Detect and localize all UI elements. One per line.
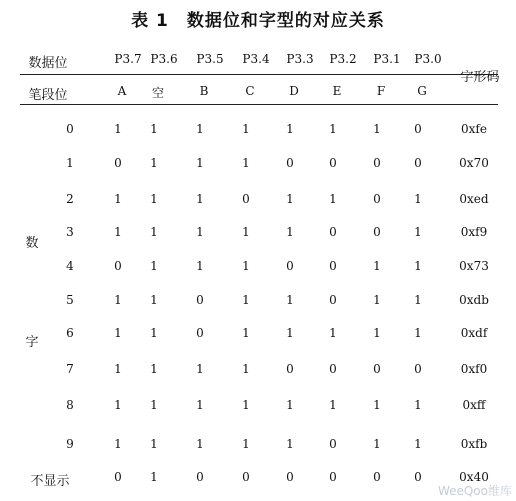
glyph-code-cell: 0xdb [459, 293, 489, 307]
bit-value-cell: 0 [286, 156, 294, 170]
row-digit-label: 2 [66, 192, 74, 206]
bit-value-cell: 1 [114, 225, 122, 239]
bit-value-cell: 0 [329, 225, 337, 239]
bit-value-cell: 1 [242, 398, 250, 412]
bit-value-cell: 1 [150, 225, 158, 239]
data-bit-header: P3.1 [373, 52, 401, 66]
data-bit-header: P3.7 [114, 52, 142, 66]
segment-header: 空 [151, 86, 165, 100]
bit-value-cell: 1 [329, 122, 337, 136]
bit-value-cell: 0 [414, 122, 422, 136]
bit-value-cell: 1 [114, 293, 122, 307]
bit-value-cell: 1 [150, 122, 158, 136]
bit-value-cell: 1 [150, 362, 158, 376]
bit-value-cell: 0 [373, 156, 381, 170]
bit-value-cell: 1 [414, 293, 422, 307]
bit-value-cell: 1 [196, 362, 204, 376]
glyph-code-cell: 0x73 [459, 259, 489, 273]
glyph-code-cell: 0xfe [461, 122, 487, 136]
bit-value-cell: 1 [150, 398, 158, 412]
row-digit-label: 9 [66, 437, 74, 451]
bit-value-cell: 1 [286, 437, 294, 451]
bit-value-cell: 1 [414, 437, 422, 451]
bit-value-cell: 1 [414, 398, 422, 412]
row-digit-label: 6 [66, 326, 74, 340]
data-bit-header: P3.6 [150, 52, 178, 66]
bit-value-cell: 1 [150, 470, 158, 484]
bit-value-cell: 1 [114, 192, 122, 206]
bit-value-cell: 1 [414, 259, 422, 273]
data-bit-header: P3.2 [329, 52, 357, 66]
bit-value-cell: 1 [242, 362, 250, 376]
bit-value-cell: 1 [414, 192, 422, 206]
bit-value-cell: 1 [196, 192, 204, 206]
glyph-code-cell: 0xf9 [460, 225, 488, 239]
bit-value-cell: 0 [242, 470, 250, 484]
bit-value-cell: 1 [242, 225, 250, 239]
bit-value-cell: 1 [114, 326, 122, 340]
bit-value-cell: 1 [196, 156, 204, 170]
bit-value-cell: 0 [373, 225, 381, 239]
bit-value-cell: 1 [150, 192, 158, 206]
bit-value-cell: 1 [114, 437, 122, 451]
bit-value-cell: 0 [329, 156, 337, 170]
bit-value-cell: 0 [286, 362, 294, 376]
row-digit-label: 1 [66, 156, 74, 170]
bit-value-cell: 1 [150, 437, 158, 451]
bit-value-cell: 1 [286, 398, 294, 412]
bit-value-cell: 1 [242, 156, 250, 170]
bit-value-cell: 0 [196, 470, 204, 484]
bit-value-cell: 0 [329, 293, 337, 307]
segment-header: D [289, 84, 299, 98]
bit-value-cell: 1 [150, 326, 158, 340]
bit-value-cell: 0 [114, 470, 122, 484]
bit-value-cell: 1 [150, 293, 158, 307]
bit-value-cell: 1 [373, 259, 381, 273]
bit-value-cell: 1 [329, 192, 337, 206]
data-bit-header: P3.4 [242, 52, 270, 66]
segment-header: B [199, 84, 209, 98]
digit-group-label: 数 [25, 236, 39, 251]
glyph-code-cell: 0x70 [459, 156, 489, 170]
glyph-code-cell: 0xed [459, 192, 489, 206]
row-digit-label: 5 [66, 293, 74, 307]
bit-value-cell: 1 [373, 398, 381, 412]
bit-value-cell: 1 [286, 122, 294, 136]
segment-header: C [245, 84, 255, 98]
row-digit-label: 0 [66, 122, 74, 136]
bit-value-cell: 0 [286, 470, 294, 484]
row-digit-label: 3 [66, 225, 74, 239]
segment-header: G [417, 84, 427, 98]
bit-value-cell: 1 [414, 326, 422, 340]
header-divider [20, 74, 498, 75]
bit-value-cell: 1 [373, 293, 381, 307]
bit-value-cell: 1 [196, 259, 204, 273]
bit-value-cell: 0 [414, 362, 422, 376]
data-bit-row-label: 数据位 [28, 56, 68, 71]
bit-value-cell: 0 [329, 362, 337, 376]
bit-value-cell: 1 [196, 122, 204, 136]
bit-value-cell: 1 [373, 437, 381, 451]
bit-value-cell: 1 [114, 362, 122, 376]
bit-value-cell: 1 [196, 398, 204, 412]
row-digit-label: 7 [66, 362, 74, 376]
row-digit-label: 8 [66, 398, 74, 412]
bit-value-cell: 0 [242, 192, 250, 206]
data-bit-header: P3.3 [286, 52, 314, 66]
table-title: 表 1 数据位和字型的对应关系 [131, 11, 385, 31]
bit-value-cell: 1 [242, 437, 250, 451]
bit-value-cell: 1 [286, 293, 294, 307]
bit-value-cell: 1 [242, 259, 250, 273]
bit-value-cell: 1 [114, 122, 122, 136]
row-digit-label: 4 [66, 259, 74, 273]
bit-value-cell: 1 [286, 225, 294, 239]
row-digit-label: 不显示 [30, 474, 70, 489]
bit-value-cell: 0 [414, 156, 422, 170]
bit-value-cell: 1 [242, 326, 250, 340]
bit-value-cell: 0 [286, 259, 294, 273]
bit-value-cell: 1 [414, 225, 422, 239]
segment-header: E [332, 84, 342, 98]
segment-row-label: 笔段位 [28, 88, 68, 103]
bit-value-cell: 0 [196, 293, 204, 307]
bit-value-cell: 1 [373, 122, 381, 136]
data-bit-header: P3.5 [196, 52, 224, 66]
bit-value-cell: 1 [286, 192, 294, 206]
bit-value-cell: 0 [329, 259, 337, 273]
bit-value-cell: 0 [373, 470, 381, 484]
bit-value-cell: 0 [196, 326, 204, 340]
bit-value-cell: 0 [329, 470, 337, 484]
glyph-code-cell: 0xfb [460, 437, 488, 451]
glyph-code-cell: 0xff [462, 398, 486, 412]
segment-header: A [117, 84, 127, 98]
watermark: WeeQoo维库 [437, 484, 512, 498]
glyph-code-cell: 0xdf [460, 326, 488, 340]
bit-value-cell: 1 [150, 259, 158, 273]
bit-value-cell: 1 [114, 398, 122, 412]
bit-value-cell: 1 [196, 225, 204, 239]
bit-value-cell: 1 [242, 293, 250, 307]
bit-value-cell: 0 [114, 156, 122, 170]
code-column-header: 字形码 [460, 70, 500, 85]
bit-value-cell: 1 [242, 122, 250, 136]
bit-value-cell: 1 [373, 326, 381, 340]
bit-value-cell: 0 [373, 192, 381, 206]
segment-header: F [376, 84, 386, 98]
bit-value-cell: 0 [329, 437, 337, 451]
bit-value-cell: 1 [150, 156, 158, 170]
bit-value-cell: 1 [196, 437, 204, 451]
data-bit-header: P3.0 [414, 52, 442, 66]
bit-value-cell: 0 [373, 362, 381, 376]
digit-group-label: 字 [25, 335, 39, 350]
glyph-code-cell: 0x40 [459, 470, 489, 484]
bit-value-cell: 0 [414, 470, 422, 484]
bit-value-cell: 1 [286, 326, 294, 340]
bit-value-cell: 1 [329, 326, 337, 340]
header-bottom-rule [20, 104, 498, 105]
bit-value-cell: 0 [114, 259, 122, 273]
glyph-code-cell: 0xf0 [460, 362, 488, 376]
bit-value-cell: 1 [329, 398, 337, 412]
